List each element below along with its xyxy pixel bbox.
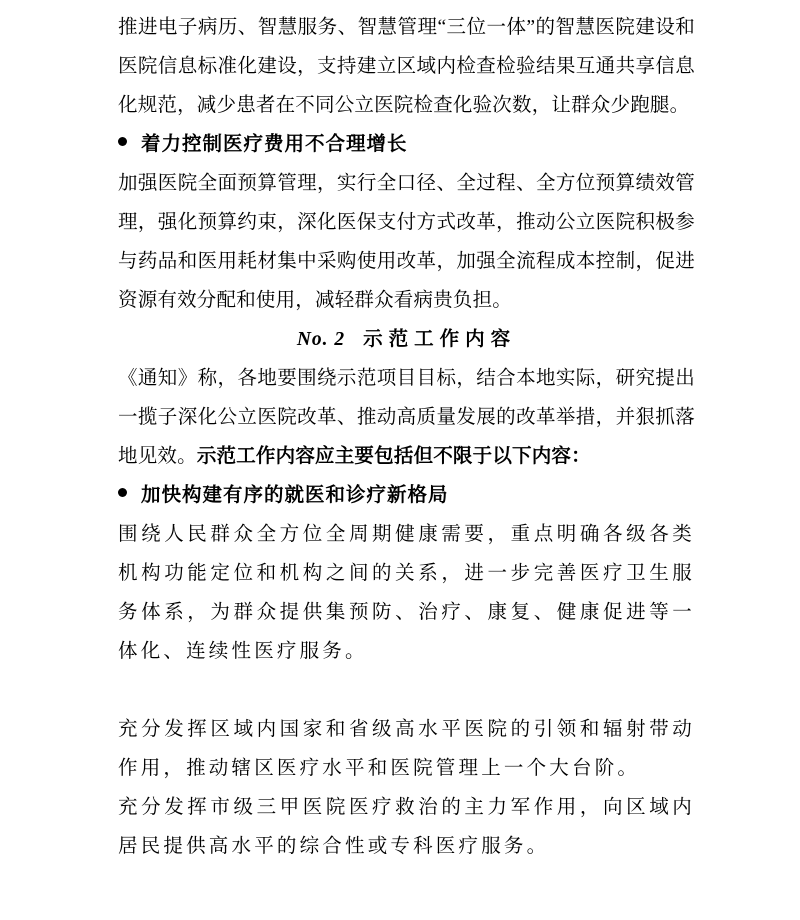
paragraph-smart-hospital: 推进电子病历、智慧服务、智慧管理“三位一体”的智慧医院建设和医院信息标准化建设，支持建立区域内检查检验结果互通共享信息化规范，减少患者在不同公立医院检查化验次数，让群众少跑腿。 <box>118 17 695 116</box>
paragraph-city-hospitals: 充分发挥市级三甲医院医疗救治的主力军作用，向区域内居民提供高水平的综合性或专科医疗服务。 <box>118 797 695 857</box>
bullet-dot-icon <box>118 137 127 146</box>
bullet-heading-label: 加快构建有序的就医和诊疗新格局 <box>141 485 449 506</box>
paragraph-health-system: 围绕人民群众全方位全周期健康需要，重点明确各级各类机构功能定位和机构之间的关系，进一步完善医疗卫生服务体系，为群众提供集预防、治疗、康复、健康促进等一体化、连续性医疗服务。 <box>118 524 695 662</box>
section-title-label: 示范工作内容 <box>363 329 517 350</box>
paragraph-notice-bold: 示范工作内容应主要包括但不限于以下内容： <box>196 446 591 467</box>
paragraph-gap <box>118 671 695 710</box>
bullet-heading-cost-control <box>118 125 695 164</box>
bullet-heading-new-pattern <box>118 476 695 515</box>
section-number: No. 2 <box>296 329 346 350</box>
paragraph-notice-content <box>118 359 695 476</box>
paragraph-regional-hospitals: 充分发挥区域内国家和省级高水平医院的引领和辐射带动作用，推动辖区医疗水平和医院管理上一个大台阶。 <box>118 719 695 779</box>
paragraph-budget-management: 加强医院全面预算管理，实行全口径、全过程、全方位预算绩效管理，强化预算约束，深化医保支付方式改革，推动公立医院积极参与药品和医用耗材集中采购使用改革，加强全流程成本控制，促进资源有效分配和使用，减轻群众看病贵负担。 <box>118 173 695 311</box>
section-title-no2 <box>118 320 695 359</box>
bullet-heading-label: 着力控制医疗费用不合理增长 <box>141 134 408 155</box>
bullet-dot-icon <box>118 488 127 497</box>
paragraph-notice-normal: 《通知》称，各地要围绕示范项目目标，结合本地实际，研究提出一揽子深化公立医院改革、推动高质量发展的改革举措，并狠抓落地见效。 <box>118 368 695 467</box>
